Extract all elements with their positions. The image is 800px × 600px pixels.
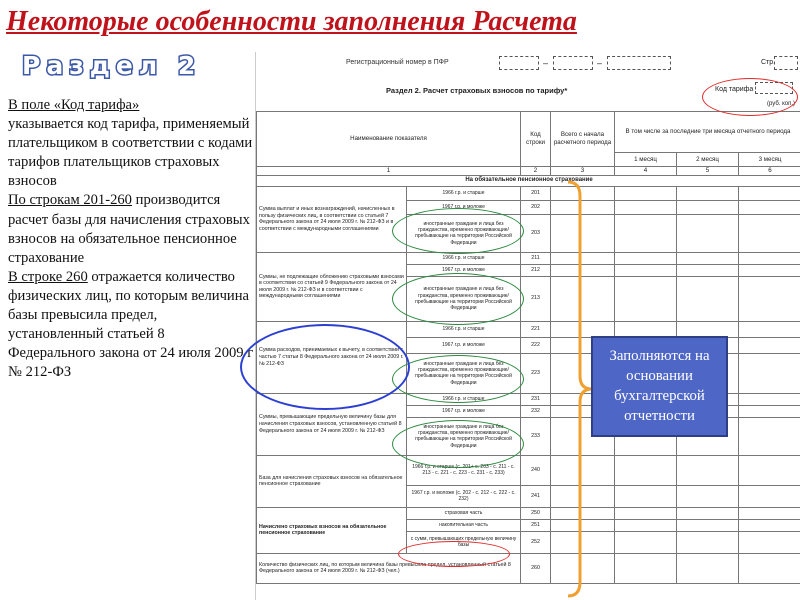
col-number: 2 bbox=[521, 167, 551, 176]
row-code: 241 bbox=[521, 485, 551, 507]
explanation-para-1 bbox=[8, 96, 254, 191]
para-3-body: отражается количество физических лиц, по которым величина базы превысила предел, установленный статьей 8 Федерального закона от 24 июля 2009 г № 212-ФЗ bbox=[8, 268, 254, 381]
header-month-3: 3 месяц bbox=[739, 153, 800, 167]
explanation-para-2 bbox=[8, 191, 254, 267]
para-2-head: По строкам 201-260 bbox=[8, 192, 132, 209]
row-label: с сумм, превышающих предельную величину базы bbox=[407, 531, 521, 553]
row-code: 203 bbox=[521, 214, 551, 252]
row-label: иностранные граждане и лица без гражданства, временно проживающие/пребывающие на территории Российской Федерации bbox=[407, 353, 521, 393]
reg-dash-2: – bbox=[597, 58, 603, 68]
row-group-name: Сумма расходов, принимаемых к вычету, в соответствии с частью 7 статьи 8 Федерального закона от 24 июля 2009 г. № 212-ФЗ bbox=[257, 321, 407, 393]
group-title: На обязательное пенсионное страхование bbox=[257, 175, 800, 186]
row-group-name: База для начисления страховых взносов на обязательное пенсионное страхование bbox=[257, 455, 407, 507]
section-label: Раздел 2 bbox=[22, 51, 202, 80]
row-code: 250 bbox=[521, 507, 551, 519]
para-2-body: производится расчет базы для начисления страховых взносов на обязательное пенсионное страхование bbox=[8, 192, 250, 266]
col-number: 1 bbox=[257, 167, 521, 176]
explanation-para-3 bbox=[8, 268, 254, 383]
header-last3: В том числе за последние три месяца отчетного периода bbox=[615, 112, 800, 153]
row-label: иностранные граждане и лица без гражданства, временно проживающие/пребывающие на территории Российской Федерации bbox=[407, 276, 521, 321]
row-code: 221 bbox=[521, 321, 551, 337]
row-label: 1967 г.р. и моложе bbox=[407, 200, 521, 214]
page-label: Стр. bbox=[761, 59, 776, 66]
col-number: 4 bbox=[615, 167, 677, 176]
row-label: 1967 г.р. и моложе bbox=[407, 405, 521, 417]
header-month-1: 1 месяц bbox=[615, 153, 677, 167]
row-code: 211 bbox=[521, 252, 551, 264]
row-code: 222 bbox=[521, 337, 551, 353]
reg-number-label: Регистрационный номер в ПФР bbox=[346, 59, 449, 66]
row-group-name: Суммы, превышающие предельную величину базы для начисления страховых взносов, установленную статьей 8 Федерального закона от 24 июля 2009 г. № 212-ФЗ bbox=[257, 393, 407, 455]
para-1-body: указывается код тарифа, применяемый плательщиком в соответствии с кодами тарифов плательщиков страховых взносов bbox=[8, 116, 253, 190]
row-label: 1967 г.р. и моложе (с. 202 - с. 212 - с. 222 - с. 232) bbox=[407, 485, 521, 507]
row-label: 1966 г.р. и старше (с. 201+ с. 203 - с. 211 - с. 213 - с. 221 - с. 223 - с. 231 - с. 233) bbox=[407, 455, 521, 485]
row-label: иностранные граждане и лица без гражданства, временно проживающие/пребывающие на территории Российской Федерации bbox=[407, 214, 521, 252]
reg-box-1 bbox=[499, 56, 539, 70]
header-month-2: 2 месяц bbox=[677, 153, 739, 167]
explanation-text bbox=[8, 96, 254, 382]
row-group-name: Суммы, не подлежащие обложению страховыми взносами в соответствии со статьей 9 Федерального закона от 24 июля 2009 г. № 212-ФЗ и в соответствии с международными соглашениями bbox=[257, 252, 407, 321]
curly-brace-path bbox=[568, 182, 592, 596]
row-group-name: Количество физических лиц, по которым величина базы превысила предел, установленный статьей 8 Федерального закона от 24 июля 2009 г. № 212-ФЗ (чел.) bbox=[257, 553, 521, 583]
col-number: 6 bbox=[739, 167, 800, 176]
row-code: 251 bbox=[521, 519, 551, 531]
form-scan bbox=[255, 52, 800, 600]
row-code: 231 bbox=[521, 393, 551, 405]
header-code: Код строки bbox=[521, 112, 551, 167]
header-name: Наименование показателя bbox=[257, 112, 521, 167]
row-code: 232 bbox=[521, 405, 551, 417]
col-number: 3 bbox=[551, 167, 615, 176]
reg-box-2 bbox=[553, 56, 593, 70]
col-number: 5 bbox=[677, 167, 739, 176]
para-3-head: В строке 260 bbox=[8, 268, 88, 285]
row-label: 1966 г.р. и старше bbox=[407, 252, 521, 264]
row-code: 260 bbox=[521, 553, 551, 583]
header-since-start: Всего с начала расчетного периода bbox=[551, 112, 615, 167]
accounting-note: Заполняются на основании бухгалтерской отчетности bbox=[591, 336, 728, 437]
row-label: иностранные граждане и лица без гражданства, временно проживающие/пребывающие на территории Российской Федерации bbox=[407, 417, 521, 455]
row-code: 213 bbox=[521, 276, 551, 321]
reg-dash-1: – bbox=[543, 58, 549, 68]
row-label: 1966 г.р. и старше bbox=[407, 393, 521, 405]
row-code: 240 bbox=[521, 455, 551, 485]
row-code: 223 bbox=[521, 353, 551, 393]
page-box bbox=[774, 56, 798, 70]
row-code: 212 bbox=[521, 264, 551, 276]
reg-box-3 bbox=[607, 56, 671, 70]
row-code: 202 bbox=[521, 200, 551, 214]
row-label: 1967 г.р. и моложе bbox=[407, 264, 521, 276]
row-group-name: Начислено страховых взносов на обязательное пенсионное страхование bbox=[257, 507, 407, 553]
row-code: 233 bbox=[521, 417, 551, 455]
row-label: 1967 г.р. и моложе bbox=[407, 337, 521, 353]
row-code: 252 bbox=[521, 531, 551, 553]
row-label: страховая часть bbox=[407, 507, 521, 519]
row-code: 201 bbox=[521, 186, 551, 200]
tariff-code-box bbox=[755, 82, 793, 94]
row-label: 1966 г.р. и старше bbox=[407, 321, 521, 337]
slide-title: Некоторые особенности заполнения Расчета bbox=[6, 6, 577, 37]
row-group-name: Сумма выплат и иных вознаграждений, начисленных в пользу физических лиц, в соответствии со статьей 7 Федерального закона от 24 июля 2009 г. № 212-ФЗ и в соответствии с международными соглашениями bbox=[257, 186, 407, 252]
units-label: (руб. коп.) bbox=[767, 101, 796, 107]
row-label: 1966 г.р. и старше bbox=[407, 186, 521, 200]
para-1-head: В поле «Код тарифа» bbox=[8, 97, 140, 113]
tariff-code-label: Код тарифа bbox=[715, 86, 754, 93]
row-label: накопительная часть bbox=[407, 519, 521, 531]
form-section-title: Раздел 2. Расчет страховых взносов по тарифу* bbox=[386, 86, 568, 95]
